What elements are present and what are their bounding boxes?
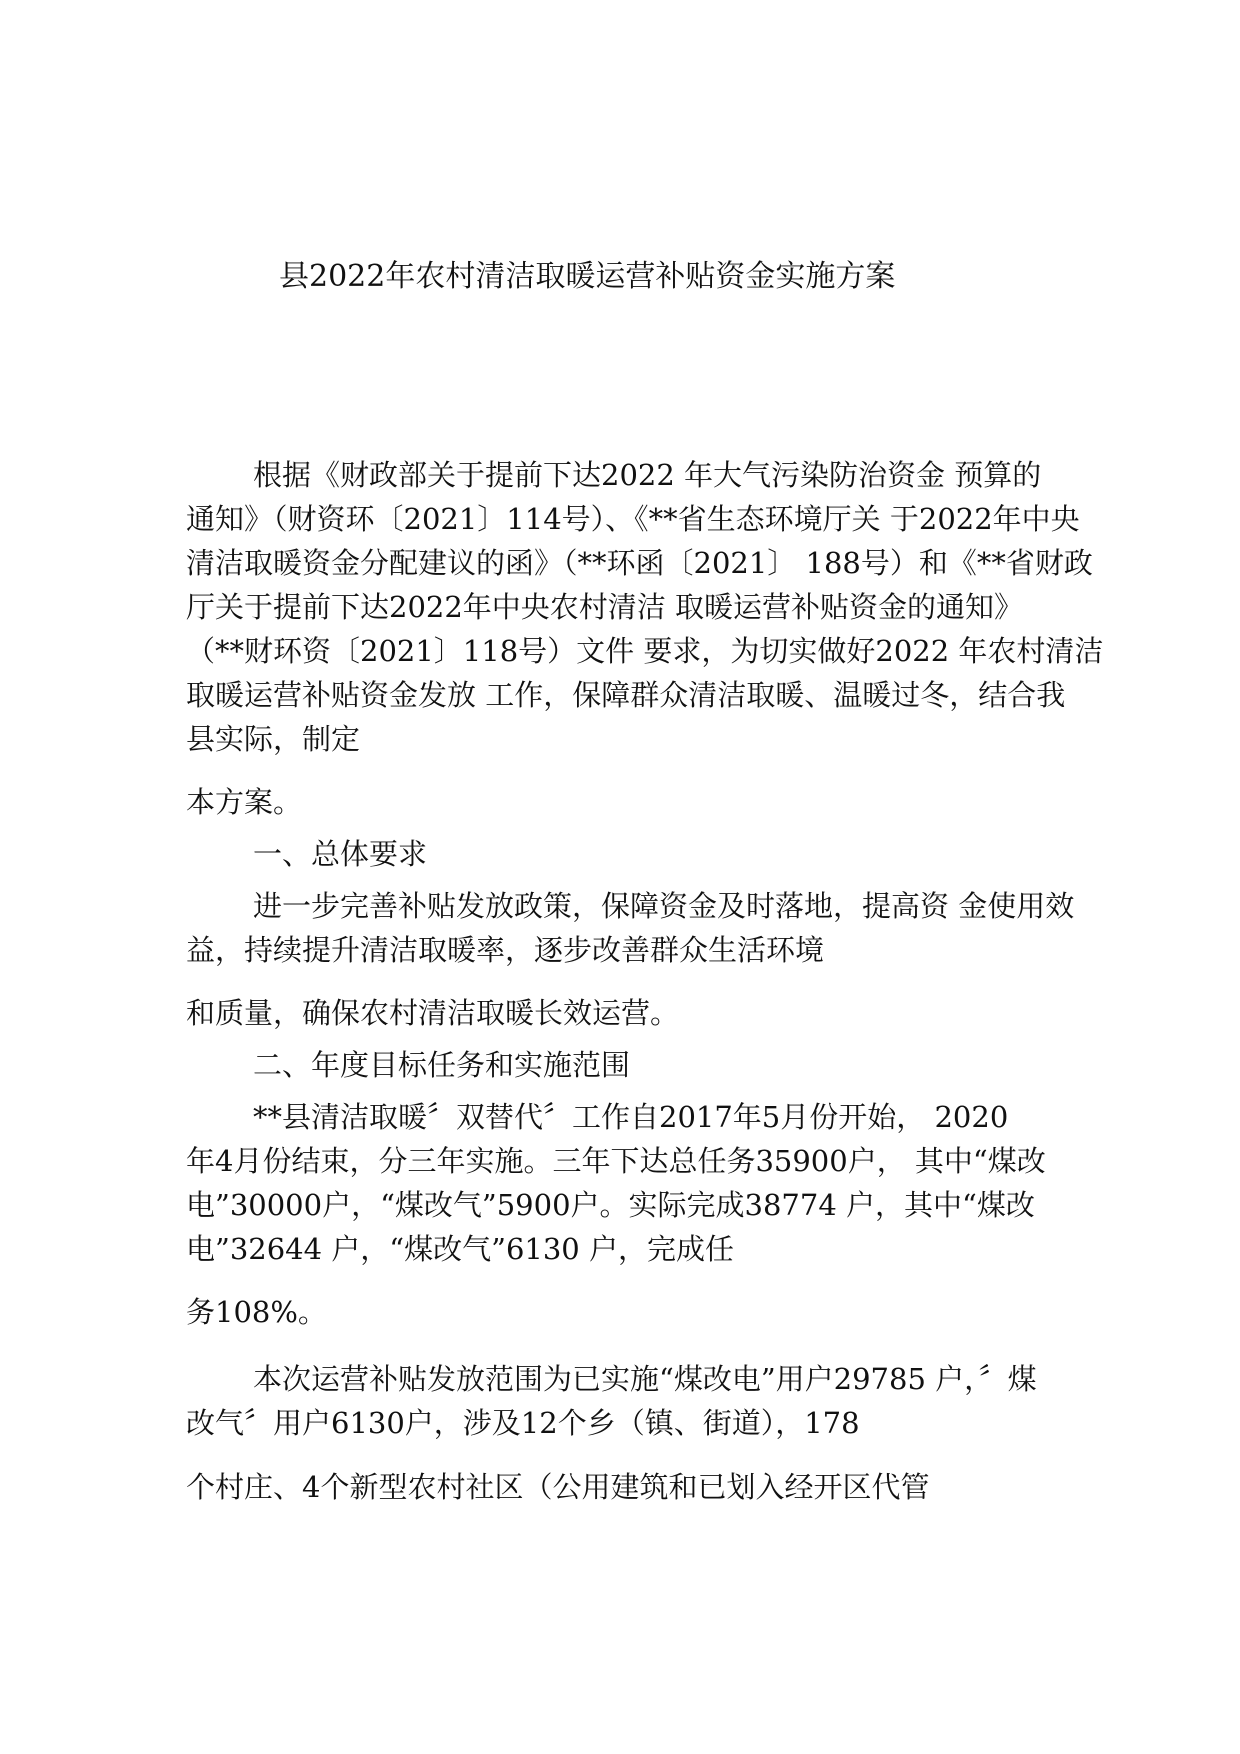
paragraph-line: 取暖运营补贴资金发放 工作，保障群众清洁取暖、温暖过冬，结合我 [186,678,1066,712]
paragraph-line: 务108%。 [186,1295,327,1329]
document-title: 县2022年农村清洁取暖运营补贴资金实施方案 [279,259,896,294]
paragraph-line: 根据《财政部关于提前下达2022 年大气污染防治资金 预算的 [253,458,1042,492]
paragraph-line: 进一步完善补贴发放政策，保障资金及时落地，提高资 金使用效 [253,889,1075,923]
paragraph-line: 改气〞用户6130户，涉及12个乡（镇、街道），178 [186,1406,860,1440]
paragraph-line: 个村庄、4个新型农村社区（公用建筑和已划入经开区代管 [186,1470,930,1504]
paragraph-line: 县实际，制定 [186,722,361,756]
paragraph-line: 本次运营补贴发放范围为已实施“煤改电”用户29785 户，〞煤 [253,1362,1037,1396]
paragraph-line: 本方案。 [186,785,303,819]
paragraph-line: 和质量，确保农村清洁取暖长效运营。 [186,996,680,1030]
paragraph-line: 年4月份结束，分三年实施。三年下达总任务35900户， 其中“煤改 [186,1144,1046,1178]
paragraph-line: 通知》（财资环〔2021〕114号）、《**省生态环境厅关 于2022年中央 [186,502,1080,536]
paragraph-line: 厅关于提前下达2022年中央农村清洁 取暖运营补贴资金的通知》 [186,590,1024,624]
paragraph-line: 益，持续提升清洁取暖率，逐步改善群众生活环境 [186,933,825,967]
paragraph-line: 电”30000户，“煤改气”5900户。实际完成38774 户，其中“煤改 [186,1188,1035,1222]
paragraph-line: **县清洁取暖〞双替代〞工作自2017年5月份开始， 2020 [253,1100,1009,1134]
paragraph-line: 电”32644 户，“煤改气”6130 户，完成任 [186,1232,734,1266]
paragraph-line: 清洁取暖资金分配建议的函》（**环函〔2021〕 188号）和《**省财政 [186,546,1093,580]
section-heading: 二、年度目标任务和实施范围 [253,1048,631,1082]
section-heading: 一、总体要求 [253,837,428,871]
paragraph-line: （**财环资〔2021〕118号）文件 要求，为切实做好2022 年农村清洁 [186,634,1104,668]
